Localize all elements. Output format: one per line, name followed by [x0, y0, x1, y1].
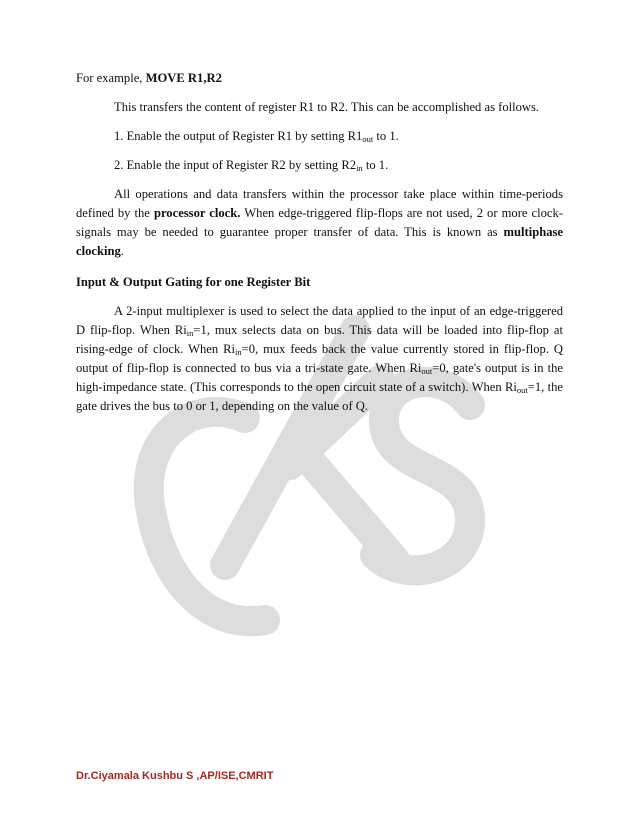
- step-1-tail: to 1.: [373, 129, 399, 143]
- clock-text-1: All operations and data transfers within the processor take place within time-periods defined by the: [76, 187, 563, 220]
- gating-text-1: A 2-input multiplexer is used to select the data applied to the input of an edge-triggered D flip-flop. When Ri: [76, 304, 563, 337]
- step-2-subscript: in: [356, 163, 363, 173]
- gating-text-3: =0, mux feeds back the value currently stored in flip-flop. Q output of flip-flop is connected to bus via a tri-state gate. When Ri: [76, 342, 564, 375]
- gating-sub-2: in: [235, 347, 242, 357]
- step-1-subscript: out: [362, 134, 374, 144]
- clock-paragraph: [76, 185, 563, 261]
- gating-text-5: =1, the gate drives the bus to 0 or 1, depending on the value of Q.: [76, 380, 563, 413]
- transfer-sentence: This transfers the content of register R1 to R2. This can be accomplished as follows.: [114, 100, 540, 114]
- gating-text-2: =1, mux selects data on bus. This data will be loaded into flip-flop at rising-edge of clock. When Ri: [76, 323, 564, 356]
- intro-prefix: For example,: [76, 71, 146, 85]
- page-footer: Dr.Ciyamala Kushbu S ,AP/ISE,CMRIT: [76, 770, 274, 782]
- clock-text-2: When edge-triggered flip-flops are not used, 2 or more clock-signals may be needed to guarantee proper transfer of data. This is known as: [76, 206, 564, 239]
- gating-sub-1: in: [186, 328, 194, 338]
- clock-text-3: .: [120, 244, 124, 258]
- section-heading: Input & Output Gating for one Register Bit: [76, 275, 311, 289]
- step-1-text: 1. Enable the output of Register R1 by setting R1: [114, 129, 363, 143]
- gating-sub-4: out: [516, 385, 528, 395]
- document-body: [76, 69, 563, 416]
- intro-line: [76, 69, 563, 88]
- gating-text-4: =0, gate's output is in the high-impedance state. (This corresponds to the open circuit state of a switch). When Ri: [76, 361, 563, 394]
- processor-clock-term: processor clock.: [153, 206, 241, 220]
- step-2-tail: to 1.: [362, 158, 389, 172]
- gating-sub-3: out: [421, 366, 433, 376]
- multiphase-clocking-term: multiphase clocking: [76, 225, 563, 258]
- step-2-text: 2. Enable the input of Register R2 by setting R2: [114, 158, 357, 172]
- gating-paragraph: [76, 302, 563, 416]
- step-1: [76, 127, 563, 146]
- step-2: [76, 156, 563, 175]
- move-instruction: MOVE R1,R2: [145, 71, 222, 85]
